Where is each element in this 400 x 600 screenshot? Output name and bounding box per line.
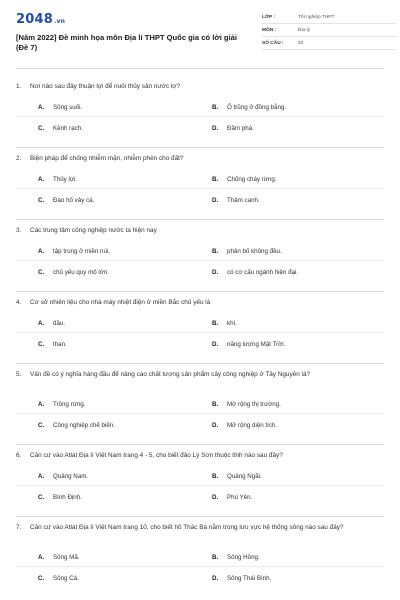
- meta-value: Tốt nghiệp THPT: [298, 15, 335, 20]
- meta-row-subject: [262, 25, 396, 37]
- answer-option[interactable]: [212, 320, 237, 327]
- answer-option[interactable]: [212, 341, 285, 348]
- answer-text: Sông Cả.: [53, 575, 79, 582]
- answer-text: Sông Mã.: [53, 554, 80, 561]
- question-text: Biện pháp để chống nhiễm mặn, nhiễm phèn cho đất?: [30, 155, 184, 162]
- answer-text: Sông suối.: [53, 104, 83, 111]
- answer-option[interactable]: [38, 401, 85, 408]
- answer-option[interactable]: [38, 422, 115, 429]
- answer-text: Kênh rạch.: [53, 125, 83, 132]
- meta-key: MÔN :: [262, 28, 277, 33]
- question-item: [16, 517, 384, 598]
- answer-text: chủ yếu quy mô lớn.: [53, 269, 109, 276]
- answer-option[interactable]: [212, 197, 260, 204]
- answer-letter: A.: [38, 401, 45, 408]
- answer-option[interactable]: [38, 176, 77, 183]
- answer-option[interactable]: [38, 554, 79, 561]
- answer-option[interactable]: [38, 197, 94, 204]
- answer-text: tập trung ở miền núi.: [53, 248, 111, 255]
- header: [16, 12, 386, 62]
- answer-text: Quảng Nam.: [53, 473, 89, 480]
- question-item: [16, 76, 384, 148]
- meta-value: 40: [298, 41, 304, 46]
- answer-row-divider: [16, 188, 384, 189]
- answer-row-divider: [16, 485, 384, 486]
- answer-letter: A.: [38, 176, 45, 183]
- question-number: 6.: [16, 452, 22, 459]
- answer-text: Đầm phá.: [227, 125, 254, 132]
- answer-row-divider: [16, 566, 384, 567]
- document-title: [Năm 2022] Đề minh họa môn Địa lí THPT Quốc gia có lời giải (Đề 7): [16, 33, 238, 52]
- answer-option[interactable]: [38, 494, 82, 501]
- answer-text: Mở rộng thị trường.: [227, 401, 281, 408]
- question-text: Căn cứ vào Atlat Địa lí Việt Nam trang 4 - 5, cho biết đảo Lý Sơn thuộc tỉnh nào sau đây?: [30, 452, 283, 459]
- answer-text: Sông Thái Bình.: [227, 575, 272, 582]
- answer-letter: B.: [212, 248, 219, 255]
- answer-letter: A.: [38, 248, 45, 255]
- answer-option[interactable]: [212, 176, 277, 183]
- question-item: [16, 220, 384, 292]
- question-item: [16, 148, 384, 220]
- meta-value: Địa lý: [298, 28, 310, 33]
- answer-letter: C.: [38, 269, 45, 276]
- answer-option[interactable]: [212, 269, 298, 276]
- question-number: 3.: [16, 227, 22, 234]
- answer-text: Thâm canh.: [227, 197, 260, 204]
- answer-letter: C.: [38, 341, 45, 348]
- answer-letter: B.: [212, 401, 219, 408]
- answer-letter: A.: [38, 320, 45, 327]
- answer-text: khí.: [227, 320, 237, 327]
- answer-option[interactable]: [38, 473, 88, 480]
- answer-letter: C.: [38, 422, 45, 429]
- logo-text: 2048: [16, 12, 53, 27]
- answer-row-divider: [16, 260, 384, 261]
- answer-option[interactable]: [212, 125, 254, 132]
- answer-option[interactable]: [212, 473, 262, 480]
- answer-letter: D.: [212, 494, 219, 501]
- answer-text: dầu.: [53, 320, 66, 327]
- answer-option[interactable]: [212, 422, 277, 429]
- question-item: [16, 292, 384, 364]
- answer-row-divider: [16, 116, 384, 117]
- answer-letter: B.: [212, 320, 219, 327]
- question-item: [16, 364, 384, 445]
- question-text: Vấn đề có ý nghĩa hàng đầu để nâng cao chất lượng sản phẩm cây công nghiệp ở Tây Nguyên là?: [30, 371, 311, 378]
- header-divider: [16, 68, 384, 69]
- answer-option[interactable]: [38, 575, 79, 582]
- answer-option[interactable]: [38, 104, 82, 111]
- meta-key: LỚP :: [262, 15, 276, 20]
- answer-letter: D.: [212, 422, 219, 429]
- answer-text: Ô trũng ở đồng bằng.: [227, 104, 287, 111]
- answer-letter: C.: [38, 575, 45, 582]
- meta-info: [262, 12, 396, 51]
- question-text: Căn cứ vào Atlat Địa lí Việt Nam trang 10, cho biết hồ Thác Bà nằm trong lưu vực hệ thống sông nào sau đây?: [30, 524, 344, 531]
- site-logo[interactable]: [16, 12, 65, 27]
- answer-text: Đào hố vảy cá.: [53, 197, 95, 204]
- answer-option[interactable]: [212, 104, 286, 111]
- logo-tld: .vn: [53, 18, 66, 25]
- meta-row-class: [262, 12, 396, 24]
- answer-text: Sông Hồng.: [227, 554, 260, 561]
- answer-option[interactable]: [212, 401, 281, 408]
- question-number: 5.: [16, 371, 22, 378]
- answer-text: phân bố không đều.: [227, 248, 282, 255]
- answer-letter: B.: [212, 104, 219, 111]
- answer-letter: C.: [38, 125, 45, 132]
- answer-option[interactable]: [212, 554, 260, 561]
- answer-option[interactable]: [38, 125, 83, 132]
- question-text: Nơi nào sau đây thuận lợi để nuôi thủy sản nước lợ?: [30, 83, 181, 90]
- answer-text: năng lượng Mặt Trời.: [227, 341, 286, 348]
- answer-letter: D.: [212, 575, 219, 582]
- answer-letter: D.: [212, 197, 219, 204]
- meta-key: SỐ CÂU :: [262, 41, 284, 46]
- answer-letter: D.: [212, 125, 219, 132]
- question-item: [16, 445, 384, 517]
- answer-letter: B.: [212, 554, 219, 561]
- answer-text: Mở rộng diện tích.: [227, 422, 278, 429]
- answer-text: Thủy lợi.: [53, 176, 78, 183]
- answer-option[interactable]: [212, 494, 252, 501]
- answer-text: có cơ cấu ngành hiện đại.: [227, 269, 299, 276]
- answer-letter: B.: [212, 473, 219, 480]
- answer-text: Quảng Ngãi.: [227, 473, 262, 480]
- question-text: Các trung tâm công nghiệp nước ta hiện nay: [30, 227, 157, 234]
- answer-option[interactable]: [38, 320, 65, 327]
- answer-row-divider: [16, 332, 384, 333]
- answer-option[interactable]: [212, 248, 282, 255]
- answer-option[interactable]: [38, 341, 67, 348]
- meta-row-question-count: [262, 38, 396, 50]
- answer-text: Phú Yên.: [227, 494, 253, 501]
- answer-option[interactable]: [38, 269, 109, 276]
- answer-text: Bình Định.: [53, 494, 82, 501]
- answer-letter: C.: [38, 197, 45, 204]
- question-number: 7.: [16, 524, 22, 531]
- question-number: 1.: [16, 83, 22, 90]
- answer-letter: D.: [212, 341, 219, 348]
- question-list: [16, 76, 384, 598]
- answer-row-divider: [16, 413, 384, 414]
- answer-letter: A.: [38, 554, 45, 561]
- question-number: 2.: [16, 155, 22, 162]
- answer-text: Trồng rừng.: [53, 401, 86, 408]
- question-text: Cơ sở nhiên liệu cho nhà máy nhiệt điện ở miền Bắc chủ yếu là: [30, 299, 211, 306]
- answer-text: than.: [53, 341, 67, 348]
- answer-text: Công nghiệp chế biến.: [53, 422, 115, 429]
- answer-letter: C.: [38, 494, 45, 501]
- question-number: 4.: [16, 299, 22, 306]
- answer-letter: B.: [212, 176, 219, 183]
- answer-option[interactable]: [212, 575, 271, 582]
- answer-text: Chống cháy rừng.: [227, 176, 277, 183]
- answer-option[interactable]: [38, 248, 110, 255]
- answer-letter: A.: [38, 104, 45, 111]
- answer-letter: D.: [212, 269, 219, 276]
- answer-letter: A.: [38, 473, 45, 480]
